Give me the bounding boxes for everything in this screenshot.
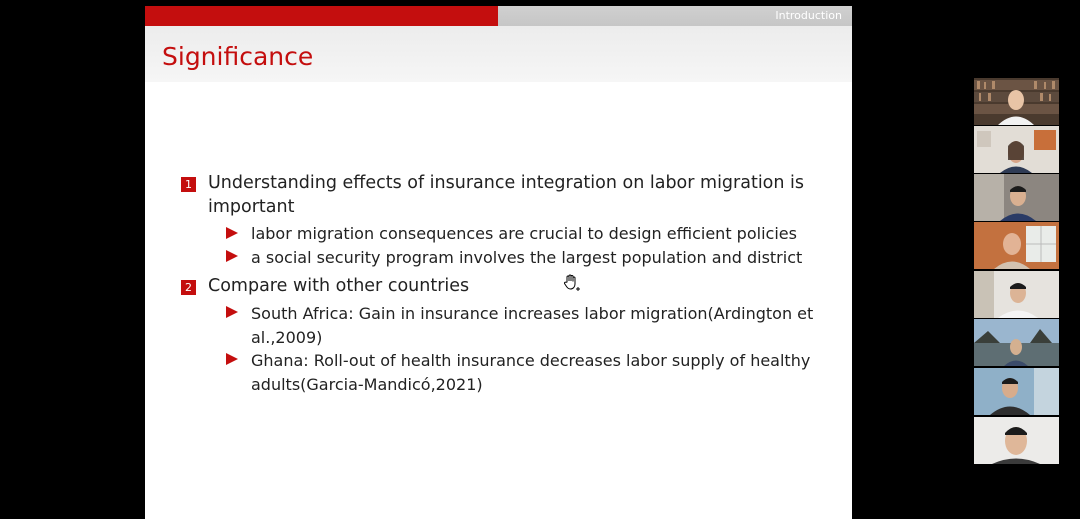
participant-video-tile[interactable] bbox=[974, 174, 1059, 221]
landscape-background bbox=[974, 319, 1059, 366]
slide-content bbox=[145, 6, 852, 519]
enumeration-number: 1 bbox=[181, 177, 196, 192]
curtain-background bbox=[974, 368, 1059, 415]
bullet-triangle-icon bbox=[226, 353, 238, 365]
participant-video-tile[interactable] bbox=[974, 78, 1059, 125]
sub-item-text: South Africa: Gain in insurance increases labor migration(Ardington et bbox=[251, 304, 814, 323]
participant-video-tile[interactable] bbox=[974, 319, 1059, 366]
enumeration-number: 2 bbox=[181, 280, 196, 295]
art-wall-background bbox=[974, 126, 1059, 173]
bullet-triangle-icon bbox=[226, 227, 238, 239]
white-wall-background bbox=[974, 417, 1059, 464]
bullet-triangle-icon bbox=[226, 306, 238, 318]
slide-title: Significance bbox=[162, 42, 314, 71]
section-label[interactable]: Introduction bbox=[775, 9, 842, 22]
participant-video-tile[interactable] bbox=[974, 417, 1059, 464]
sub-item-text: a social security program involves the largest population and district bbox=[251, 248, 803, 267]
participant-video-tile[interactable] bbox=[974, 368, 1059, 415]
participant-video-tile[interactable] bbox=[974, 222, 1059, 269]
presentation-slide bbox=[145, 6, 852, 519]
window-background bbox=[974, 222, 1059, 269]
office-background bbox=[974, 271, 1059, 318]
sub-item-text: Ghana: Roll-out of health insurance decreases labor supply of healthy bbox=[251, 351, 811, 370]
hand-cursor-icon bbox=[562, 273, 582, 293]
sub-item-text: labor migration consequences are crucial to design efficient policies bbox=[251, 224, 797, 243]
room-background bbox=[974, 174, 1059, 221]
participant-video-tile[interactable] bbox=[974, 271, 1059, 318]
list-item-text: Compare with other countries bbox=[208, 276, 470, 296]
bookshelf-background bbox=[974, 78, 1059, 125]
list-item-text: Understanding effects of insurance integration on labor migration is bbox=[208, 173, 805, 193]
sub-item-text-continued: al.,2009) bbox=[251, 328, 323, 347]
participant-video-tile[interactable] bbox=[974, 126, 1059, 173]
sub-item-text-continued: adults(Garcia-Mandicó,2021) bbox=[251, 375, 483, 394]
bullet-triangle-icon bbox=[226, 250, 238, 262]
list-item-text-continued: important bbox=[208, 197, 295, 217]
